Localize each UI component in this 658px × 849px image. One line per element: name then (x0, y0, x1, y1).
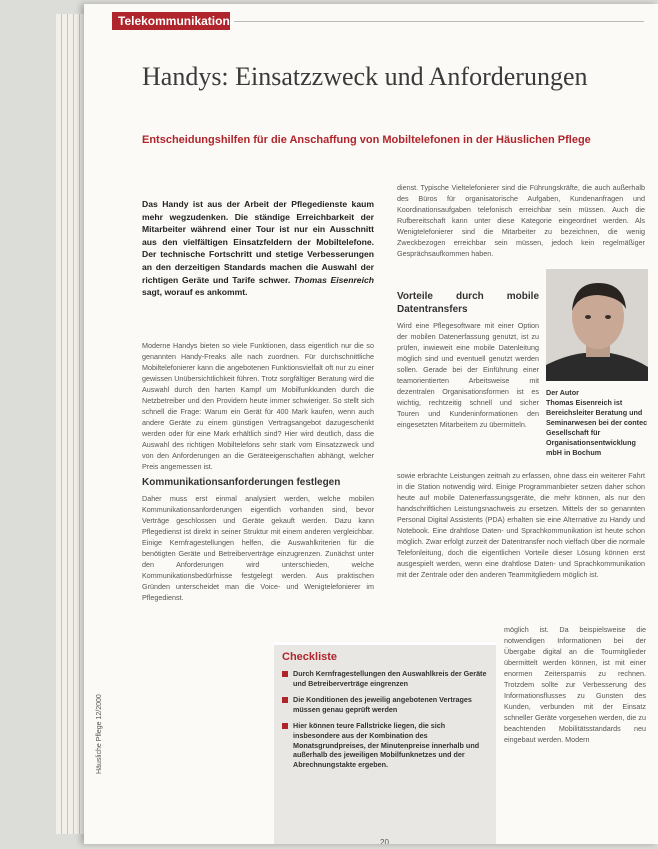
caption-text: Thomas Eisenreich ist Bereichsleiter Beratung und Seminarwesen bei der contec Gesellschaft für Organisationsentwicklung mbH in Bochum (546, 398, 648, 457)
body-paragraph: sowie erbrachte Leistungen zeitnah zu erfassen, ohne dass ein weiterer Fahrt in die Station notwendig wird. Einige Programmanbieter setzen daher schon heute auf mobile Datenerfassungsgeräte, die mehr können, als nur den handschriftlichen Leistungsnachweis zu ersetzen. Mittels der so genannten Personal Digital Assistents (PDA) erhalten sie eine Alternative zu Handy und Notebook. Eine drahtlose Daten- und Sprachkommunikation ist heute schon möglich. Zwar erfolgt zurzeit der Datentransfer noch vielfach über die normale Telefonleitung, doch die eigentlichen Vorteile dieser Lösung können erst ausgespielt werden, wenn eine drahtlose Daten- und Sprachkommunikation mit der Zentrale oder den anderen Teammitgliedern möglich ist. (397, 471, 645, 579)
header-rule (234, 21, 644, 22)
bullet-square-icon (282, 697, 288, 703)
lead-text: Das Handy ist aus der Arbeit der Pflegedienste kaum mehr wegzudenken. Die ständige Erreichbarkeit der Mitarbeiter während einer Tour ist nur ein Ausschnitt aus den vielfältigen Einsatzfeldern der Mobiltelefone. Der technische Fortschritt und stetige Verbesserungen an den derzeitigen Standards machen die Auswahl der richtigen Geräte und Tarife schwer. (142, 199, 374, 285)
author-name: Thomas Eisenreich (293, 274, 374, 285)
left-column (142, 340, 374, 603)
side-footer: Häusliche Pflege 12/2000 (96, 694, 103, 774)
article-title: Handys: Einsatzzweck und Anforderungen (142, 62, 588, 91)
body-paragraph: Wird eine Pflegesoftware mit einer Option der mobilen Datenerfassung genutzt, ist zu prüfen, inwieweit eine mobile Datenleitung möglich sind und eventuell genutzt werden sollen. Gerade bei der Einführung einer teamorientierten Arbeitsweise mit dezentralen Organisationsformen ist es wichtig, rechtzeitig schnell und sicher Touren und Kundeninformationen den eingesetzten Mitarbeitern zu übermitteln. (397, 321, 539, 429)
checklist-box (274, 642, 496, 844)
right-column-narrow (504, 624, 646, 745)
right-column-top (397, 182, 645, 259)
body-paragraph: Moderne Handys bieten so viele Funktionen, dass eigentlich nur die so genannten Handy-Freaks alle nach zuordnen. Für durchschnittliche Mobiltelefonierer kann die angebotenen Funktionsvielfalt oft nur zu einer gewissen Unübersichtlichkeit führen. Trotz sorgfältiger Beratung wird die Auswahl durch den harten Kampf um Mobilfunkkunden durch die Netzbetreiber und den Providern heute immer schwieriger. So stellt sich schnell die Frage: Warum ein Gerät für 400 Mark kaufen, wenn auch andere Geräte zu einem günstigen Vertragsangebot dazugeschenkt werden oder für eine Mark erhältlich sind? Hier wird deutlich, dass die Auswahl des richtigen Mobiltelefons sehr stark vom Einsatzzweck und von den Anforderungen an die Geräteeigenschaften abhängt, welcher Preis angemessen ist. (142, 341, 374, 471)
right-column-wide (397, 470, 645, 580)
lead-paragraph (142, 198, 374, 299)
photo-caption (546, 388, 650, 458)
body-paragraph: dienst. Typische Vieltelefonierer sind die Führungskräfte, die auch außerhalb des Büros für organisatorische Aufgaben, Kundenanfragen und Koordinationsaufgaben telefonisch erreichbar sein müssen. Auch die Rufbereitschaft kann unter diese Kategorie eingeordnet werden. Als Wenigtelefonierer sind die Mitarbeiter zu bezeichnen, die wenig Zweckbezogen erreichbar sein müssen, jedoch kein regelmäßiger Gesprächsaufkommen haben. (397, 183, 645, 258)
bullet-square-icon (282, 723, 288, 729)
section-rubric: Telekommunikation (112, 12, 230, 30)
checklist-title: Checkliste (282, 651, 338, 663)
section-heading: Kommunikationsanforderungen festlegen (142, 477, 341, 488)
author-photo (546, 269, 648, 381)
body-paragraph: möglich ist. Da beispielsweise die notwendigen Informationen bei der Übergabe digital an die Tourmitglieder übermittelt werden können, ist mit einer enormen Zeitersparnis zu rechnen. Trotzdem sollte zur Verbesserung des Informationsflusses zu Gunsten des Kunden, verbunden mit der Einsatz schneller Geräte vorgesehen werden, die zu beachtenden Mobilitätsstandards neu eingebaut werden. Modern (504, 625, 646, 744)
checklist-item: Die Konditionen des jeweilig angebotenen Vertrages müssen genau geprüft werden (282, 695, 488, 714)
page-number: 20 (380, 838, 389, 844)
article-subtitle: Entscheidungshilfen für die Anschaffung von Mobiltelefonen in der Häuslichen Pflege (142, 134, 591, 146)
section-heading: Vorteile durch mobile Datentransfers (397, 291, 539, 315)
lead-tail: sagt, worauf es ankommt. (142, 287, 248, 298)
checklist-item: Durch Kernfragestellungen den Auswahlkreis der Geräte und Betreiberverträge eingrenzen (282, 669, 488, 688)
body-paragraph: Daher muss erst einmal analysiert werden, welche mobilen Kommunikationsanforderungen eigentlich vorhanden sind, bevor Verträge geschlossen und Geräte gekauft werden. Dazu kann Pflegedienst ist direkt in seiner Struktur mit einem anderen vergleichbar. Einige Kernfragestellungen helfen, die Auswahlkriterien für die benötigten Geräte und Betreiberverträge einzugrenzen. Zunächst unter den Anforderungen wird unterschieden, welche Kommunikationsbedürfnisse festgelegt werden. Aus praktischen Gründen unterscheidet man die Voice- und Wenigtelefonierer im Pflegedienst. (142, 494, 374, 602)
magazine-page (84, 4, 658, 844)
right-column-mid (397, 286, 539, 430)
bullet-square-icon (282, 671, 288, 677)
caption-head: Der Autor (546, 388, 579, 397)
checklist-item: Hier können teure Fallstricke liegen, die sich insbesondere aus der Kombination des Monatsgrundpreises, der Minutenpreise innerhalb und außerhalb des jeweiligen Mobilfunknetzes und der Abrechnungstakte ergeben. (282, 721, 488, 769)
